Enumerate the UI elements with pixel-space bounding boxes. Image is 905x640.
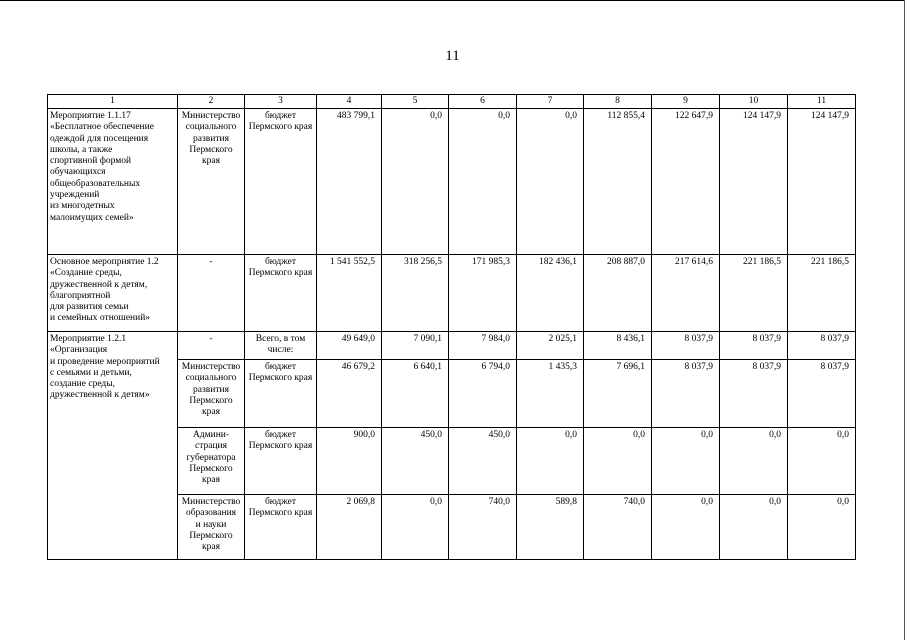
cell-text-line: -: [209, 257, 213, 267]
cell-text-line: Пермского: [189, 395, 233, 406]
cell-text-line: одеждой для посещения: [50, 133, 149, 144]
value-cell: 0,0: [517, 428, 584, 495]
value-cell: 1 541 552,5: [317, 255, 382, 332]
value-cell: 221 186,5: [720, 255, 788, 332]
value-cell: 450,0: [382, 428, 449, 495]
activity-name-cell: [48, 332, 178, 560]
column-number: 9: [652, 95, 720, 109]
cell-text-line: «Создание среды,: [50, 268, 122, 279]
value-cell: 0,0: [788, 495, 856, 560]
cell-text-line: Пермского края: [248, 508, 313, 519]
executor-cell: [178, 428, 245, 495]
value-cell: 8 037,9: [652, 360, 720, 428]
value-cell: 0,0: [584, 428, 652, 495]
cell-text-line: малоимущих семей»: [50, 212, 134, 223]
value-cell: 318 256,5: [382, 255, 449, 332]
value-cell: 0,0: [517, 109, 584, 255]
cell-text-line: Пермского края: [248, 441, 313, 452]
cell-text-line: Пермского края: [248, 122, 313, 133]
cell-text-line: Мероприятие 1.1.17: [50, 111, 131, 121]
cell-text-line: создание среды,: [50, 379, 116, 390]
column-number: 7: [517, 95, 584, 109]
value-cell: 49 649,0: [317, 332, 382, 360]
funding-source-cell: [245, 495, 317, 560]
value-cell: 6 794,0: [449, 360, 517, 428]
cell-text-line: бюджет: [264, 430, 297, 440]
cell-text-line: -: [209, 334, 213, 344]
column-number: 11: [788, 95, 856, 109]
funding-source-cell: [245, 255, 317, 332]
value-cell: 2 025,1: [517, 332, 584, 360]
cell-text-line: страция: [195, 441, 227, 452]
cell-text-line: бюджет: [264, 362, 297, 372]
funding-source-cell: [245, 332, 317, 360]
cell-text-line: края: [202, 475, 220, 486]
cell-text-line: образования: [185, 508, 237, 519]
cell-text-line: спортивной формой: [50, 156, 132, 167]
value-cell: 0,0: [382, 109, 449, 255]
budget-table: [47, 94, 856, 560]
column-number: 1: [48, 95, 178, 109]
value-cell: 0,0: [720, 495, 788, 560]
executor-cell: [178, 360, 245, 428]
cell-text-line: Министерство: [181, 111, 241, 121]
funding-source-cell: [245, 109, 317, 255]
column-number: 3: [245, 95, 317, 109]
value-cell: 0,0: [652, 428, 720, 495]
column-number: 10: [720, 95, 788, 109]
scan-edge-top: [0, 0, 905, 1]
cell-text-line: Пермского: [189, 530, 233, 541]
cell-text-line: Пермского края: [248, 373, 313, 384]
value-cell: 217 614,6: [652, 255, 720, 332]
cell-text-line: Пермского: [189, 463, 233, 474]
cell-text-line: Министерство: [181, 497, 241, 507]
executor-cell: [178, 255, 245, 332]
value-cell: 0,0: [720, 428, 788, 495]
cell-text-line: и проведение мероприятий: [50, 356, 160, 367]
column-number: 5: [382, 95, 449, 109]
value-cell: 1 435,3: [517, 360, 584, 428]
value-cell: 182 436,1: [517, 255, 584, 332]
cell-text-line: развития: [193, 133, 229, 144]
executor-cell: [178, 109, 245, 255]
activity-name-cell: [48, 109, 178, 255]
value-cell: 46 679,2: [317, 360, 382, 428]
cell-text-line: учреждений: [50, 190, 100, 201]
funding-source-cell: [245, 360, 317, 428]
cell-text-line: Админи-: [192, 430, 230, 440]
column-number-row: [48, 95, 856, 109]
cell-text-line: благоприятной: [50, 290, 111, 301]
cell-text-line: бюджет: [264, 111, 297, 121]
cell-text-line: «Бесплатное обеспечение: [50, 122, 154, 133]
value-cell: 122 647,9: [652, 109, 720, 255]
cell-text-line: губернатора: [186, 452, 236, 463]
cell-text-line: дружественной к детям,: [50, 279, 148, 290]
value-cell: 589,8: [517, 495, 584, 560]
cell-text-line: «Организация: [50, 345, 108, 356]
table-row: [48, 255, 856, 332]
value-cell: 8 037,9: [788, 360, 856, 428]
cell-text-line: школы, а также: [50, 144, 113, 155]
cell-text-line: края: [202, 542, 220, 553]
executor-cell: [178, 495, 245, 560]
page-number: 11: [445, 48, 460, 64]
cell-text-line: общеобразовательных: [50, 178, 141, 189]
value-cell: 6 640,1: [382, 360, 449, 428]
cell-text-line: Пермского: [189, 144, 233, 155]
cell-text-line: Министерство: [181, 362, 241, 372]
cell-text-line: социального: [185, 122, 237, 133]
value-cell: 171 985,3: [449, 255, 517, 332]
value-cell: 0,0: [449, 109, 517, 255]
column-number: 2: [178, 95, 245, 109]
value-cell: 112 855,4: [584, 109, 652, 255]
cell-text-line: Пермского края: [248, 268, 313, 279]
value-cell: 900,0: [317, 428, 382, 495]
cell-text-line: и науки: [195, 519, 227, 530]
cell-text-line: с семьями и детьми,: [50, 367, 132, 378]
cell-text-line: края: [202, 156, 220, 167]
executor-cell: [178, 332, 245, 360]
column-number: 8: [584, 95, 652, 109]
cell-text-line: Всего, в том: [255, 334, 306, 344]
cell-text-line: для развития семьи: [50, 302, 129, 313]
value-cell: 450,0: [449, 428, 517, 495]
value-cell: 0,0: [382, 495, 449, 560]
cell-text-line: из многодетных: [50, 201, 115, 212]
value-cell: 124 147,9: [788, 109, 856, 255]
cell-text-line: бюджет: [264, 497, 297, 507]
cell-text-line: Мероприятие 1.2.1: [50, 334, 127, 344]
cell-text-line: края: [202, 407, 220, 418]
funding-source-cell: [245, 428, 317, 495]
value-cell: 2 069,8: [317, 495, 382, 560]
value-cell: 0,0: [788, 428, 856, 495]
value-cell: 0,0: [652, 495, 720, 560]
value-cell: 7 090,1: [382, 332, 449, 360]
cell-text-line: развития: [193, 384, 229, 395]
value-cell: 8 037,9: [652, 332, 720, 360]
value-cell: 7 696,1: [584, 360, 652, 428]
cell-text-line: и семейных отношений»: [50, 313, 151, 324]
cell-text-line: числе:: [267, 345, 294, 356]
cell-text-line: обучающихся: [50, 167, 106, 178]
value-cell: 740,0: [449, 495, 517, 560]
cell-text-line: Основное мероприятие 1.2: [50, 257, 159, 267]
value-cell: 483 799,1: [317, 109, 382, 255]
table-row: [48, 332, 856, 360]
table-row: [48, 109, 856, 255]
value-cell: 7 984,0: [449, 332, 517, 360]
value-cell: 8 037,9: [720, 360, 788, 428]
value-cell: 221 186,5: [788, 255, 856, 332]
value-cell: 8 436,1: [584, 332, 652, 360]
cell-text-line: социального: [185, 373, 237, 384]
value-cell: 124 147,9: [720, 109, 788, 255]
value-cell: 8 037,9: [720, 332, 788, 360]
value-cell: 208 887,0: [584, 255, 652, 332]
column-number: 6: [449, 95, 517, 109]
value-cell: 8 037,9: [788, 332, 856, 360]
column-number: 4: [317, 95, 382, 109]
activity-name-cell: [48, 255, 178, 332]
cell-text-line: дружественной к детям»: [50, 390, 150, 401]
cell-text-line: бюджет: [264, 257, 297, 267]
value-cell: 740,0: [584, 495, 652, 560]
